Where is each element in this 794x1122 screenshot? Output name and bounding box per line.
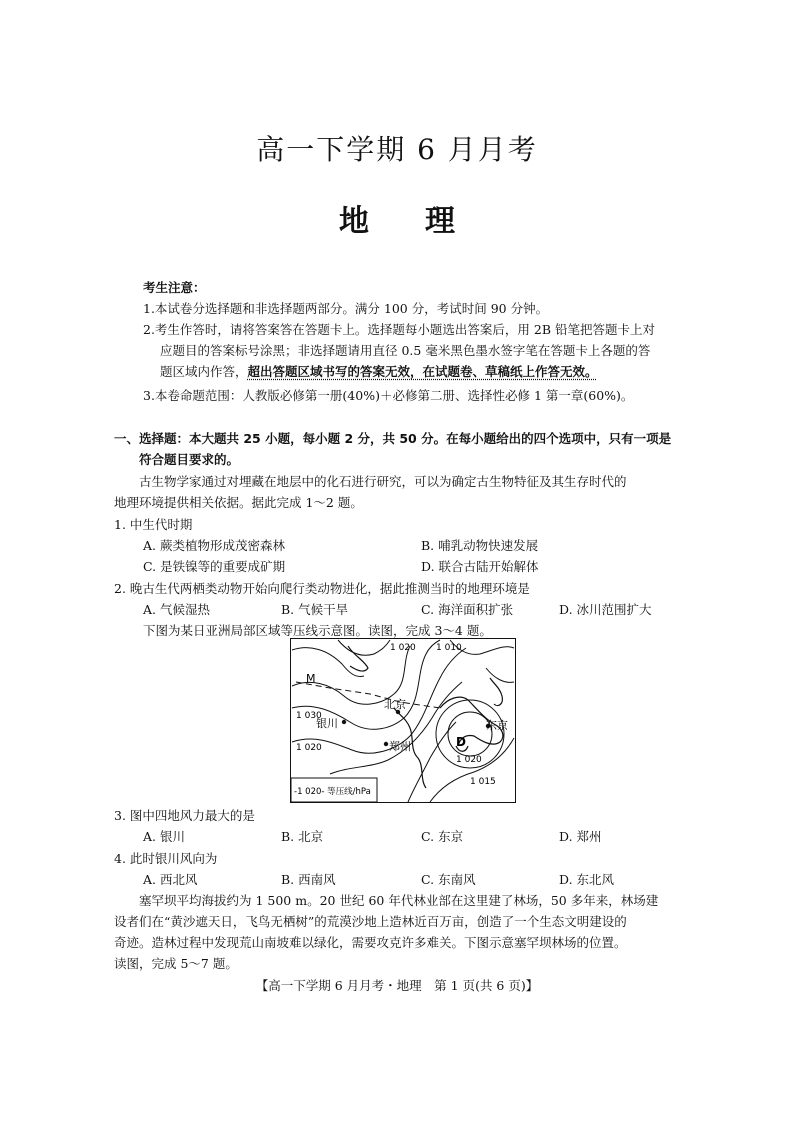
q3-option-c: C. 东京 [421,829,464,844]
map-label-tokyo: 东京 [486,719,508,732]
yinchuan-dot [342,720,346,724]
map-label-1015: 1 015 [470,777,496,787]
map-label-1030: 1 030 [296,711,322,721]
q3-stem: 3. 图中四地风力最大的是 [114,808,255,823]
q2-option-d: D. 冰川范围扩大 [559,602,652,617]
q1-option-d: D. 联合古陆开始解体 [421,559,539,574]
q3-option-a: A. 银川 [143,829,185,844]
section-1-intro-line-1: 古生物学家通过对埋藏在地层中的化石进行研究，可以为确定古生物特征及其生存时代的 [139,474,627,489]
map-label-1020-right: 1 020 [456,755,482,765]
q4-option-a: A. 西北风 [143,872,198,887]
map-label-1020-left: 1 020 [296,743,322,753]
notice-item-1: 1.本试卷分选择题和非选择题两部分。满分 100 分，考试时间 90 分钟。 [143,301,549,316]
section-1-heading-line-1: 一、选择题：本大题共 25 小题，每小题 2 分，共 50 分。在每小题给出的四个选项中，只有一项是 [114,431,672,446]
notice-item-3: 3.本卷命题范围：人教版必修第一册(40%)＋必修第二册、选择性必修 1 第一章(60%)。 [143,388,634,403]
q1-option-c: C. 是铁镍等的重要成矿期 [143,559,286,574]
map-low-center: D [456,735,466,749]
passage-line-1: 塞罕坝平均海拔约为 1 500 m。20 世纪 60 年代林业部在这里建了林场，50 多年来，林场建 [139,893,659,908]
map-label-1010: 1 010 [436,643,462,653]
q2-option-b: B. 气候干旱 [281,602,349,617]
notice-emphasis: 超出答题区域书写的答案无效，在试题卷、草稿纸上作答无效。 [247,364,598,379]
passage-line-2: 设者们在“黄沙遮天日，飞鸟无栖树”的荒漠沙地上造林近百万亩，创造了一个生态文明建设的 [114,914,627,929]
isobar-map [290,638,516,803]
page-footer: 【高一下学期 6 月月考・地理 第 1 页(共 6 页)】 [255,978,539,993]
q3-option-b: B. 北京 [281,829,324,844]
passage-line-3: 奇迹。造林过程中发现荒山南坡难以绿化，需要攻克许多难关。下图示意塞罕坝林场的位置。 [114,935,627,950]
map-legend-text: -1 020- 等压线/hPa [294,787,371,797]
map-label-beijing: 北京 [384,698,406,711]
section-1-intro-line-2: 地理环境提供相关依据。据此完成 1～2 题。 [114,495,363,510]
map-label-zhengzhou: 郑州 [389,740,411,753]
notice-item-2-line-2: 应题目的答案标号涂黑；非选择题请用直径 0.5 毫米黑色墨水签字笔在答题卡上各题的答 [160,343,651,358]
map-label-1020-top: 1 020 [390,643,416,653]
q1-option-a: A. 蕨类植物形成茂密森林 [143,538,285,553]
notice-item-2-line-1: 2.考生作答时，请将答案答在答题卡上。选择题每小题选出答案后，用 2B 铅笔把答题卡上对 [143,322,656,337]
q4-option-b: B. 西南风 [281,872,336,887]
notice-item-2-line-3-prefix: 题区域内作答， [160,364,248,379]
notice-item-2-line-3 [160,364,598,380]
map-intro: 下图为某日亚洲局部区域等压线示意图。读图，完成 3～4 题。 [143,623,492,638]
q4-stem: 4. 此时银川风向为 [114,851,218,866]
notice-heading: 考生注意： [143,280,206,295]
zhengzhou-dot [384,742,388,746]
exam-title: 高一下学期 6 月月考 [256,133,538,166]
q2-stem: 2. 晚古生代两栖类动物开始向爬行类动物进化，据此推测当时的地理环境是 [114,581,530,596]
subject-title: 地理 [339,204,511,239]
q3-option-d: D. 郑州 [559,829,602,844]
q2-option-a: A. 气候湿热 [143,602,210,617]
q2-option-c: C. 海洋面积扩张 [421,602,514,617]
map-label-yinchuan: 银川 [316,717,338,730]
q1-option-b: B. 哺乳动物快速发展 [421,538,539,553]
q4-option-d: D. 东北风 [559,872,615,887]
section-1-heading-line-2: 符合题目要求的。 [139,452,240,467]
map-label-m: M [306,672,316,685]
passage-line-4: 读图，完成 5～7 题。 [114,956,238,971]
q1-stem: 1. 中生代时期 [114,517,193,532]
q4-option-c: C. 东南风 [421,872,476,887]
